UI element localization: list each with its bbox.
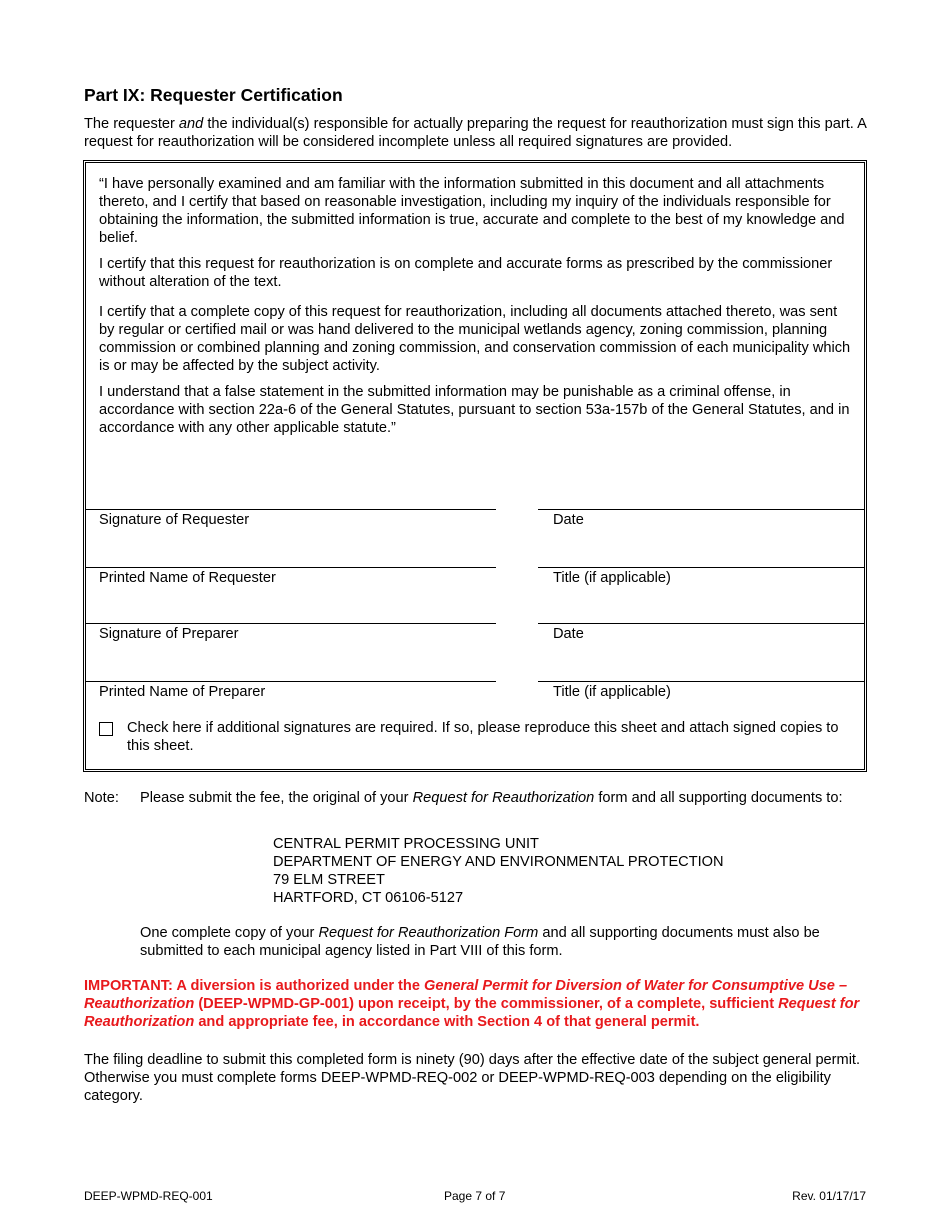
printed-name-preparer-line[interactable]	[86, 681, 496, 682]
filing-deadline-text: The filing deadline to submit this completed form is ninety (90) days after the effective date of the subject general permit. Otherwise you must complete forms DEEP-WPMD-REQ-002 or DEEP-WPMD-REQ-003 depending on the eligibility category.	[84, 1052, 861, 1104]
signature-requester-line[interactable]	[86, 509, 496, 510]
copy-note: One complete copy of your Request for Reauthorization Form and all supporting documents must also be submitted to each municipal agency listed in Part VIII of this form.	[140, 925, 820, 959]
certification-box	[83, 160, 867, 772]
date-1-label: Date	[553, 512, 584, 528]
date-2-line[interactable]	[538, 623, 864, 624]
address-line: HARTFORD, CT 06106-5127	[273, 890, 464, 906]
certification-paragraph: I understand that a false statement in the submitted information may be punishable as a criminal offense, in accordance with section 22a-6 of the General Statutes, pursuant to section 53a-157b of the General Statutes, and in accordance with any other applicable statute.”	[99, 384, 850, 436]
printed-name-requester-label: Printed Name of Requester	[99, 570, 276, 586]
signature-preparer-label: Signature of Preparer	[99, 626, 239, 642]
signature-requester-label: Signature of Requester	[99, 512, 250, 528]
footer-revision: Rev. 01/17/17	[792, 1189, 866, 1203]
important-notice: IMPORTANT: A diversion is authorized under the General Permit for Diversion of Water for Consumptive Use – Reauthorization (DEEP-WPMD-GP-001) upon receipt, by the commissioner, of a complete, sufficient Request for Reauthorization and appropriate fee, in accordance with Section 4 of that general permit.	[84, 978, 860, 1030]
printed-name-preparer-label: Printed Name of Preparer	[99, 684, 266, 700]
certification-paragraph: “I have personally examined and am familiar with the information submitted in this document and all attachments thereto, and I certify that based on reasonable investigation, including my inquiry of the individuals responsible for obtaining the information, the submitted information is true, accurate and complete to the best of my knowledge and belief.	[99, 176, 845, 246]
date-2-label: Date	[553, 626, 584, 642]
address-line: DEPARTMENT OF ENERGY AND ENVIRONMENTAL PROTECTION	[273, 854, 724, 870]
footer-form-id: DEEP-WPMD-REQ-001	[84, 1189, 213, 1203]
note-text: Please submit the fee, the original of your Request for Reauthorization form and all supporting documents to:	[140, 790, 843, 806]
note-label: Note:	[84, 790, 119, 806]
signature-preparer-line[interactable]	[86, 623, 496, 624]
footer-page-number: Page 7 of 7	[444, 1189, 506, 1203]
intro-text: The requester and the individual(s) responsible for actually preparing the request for reauthorization must sign this part. A request for reauthorization will be considered incomplete unless all required signatures are provided.	[84, 116, 867, 150]
certification-paragraph: I certify that this request for reauthorization is on complete and accurate forms as prescribed by the commissioner without alteration of the text.	[99, 256, 833, 290]
address-line: CENTRAL PERMIT PROCESSING UNIT	[273, 836, 539, 852]
additional-signatures-label: Check here if additional signatures are required. If so, please reproduce this sheet and attach signed copies to this sheet.	[127, 720, 839, 754]
page-title: Part IX: Requester Certification	[84, 85, 343, 105]
mailing-address	[273, 835, 724, 907]
title-1-label: Title (if applicable)	[553, 570, 671, 586]
certification-paragraph: I certify that a complete copy of this request for reauthorization, including all documents attached thereto, was sent by regular or certified mail or was hand delivered to the municipal wetlands agency, zoning commission, planning commission or combined planning and zoning commission, and conservation commission of each municipality which is or may be affected by the subject activity.	[99, 304, 851, 374]
printed-name-requester-line[interactable]	[86, 567, 496, 568]
address-line: 79 ELM STREET	[273, 872, 385, 888]
title-2-line[interactable]	[538, 681, 864, 682]
title-1-line[interactable]	[538, 567, 864, 568]
title-2-label: Title (if applicable)	[553, 684, 671, 700]
date-1-line[interactable]	[538, 509, 864, 510]
additional-signatures-checkbox[interactable]	[99, 722, 113, 736]
